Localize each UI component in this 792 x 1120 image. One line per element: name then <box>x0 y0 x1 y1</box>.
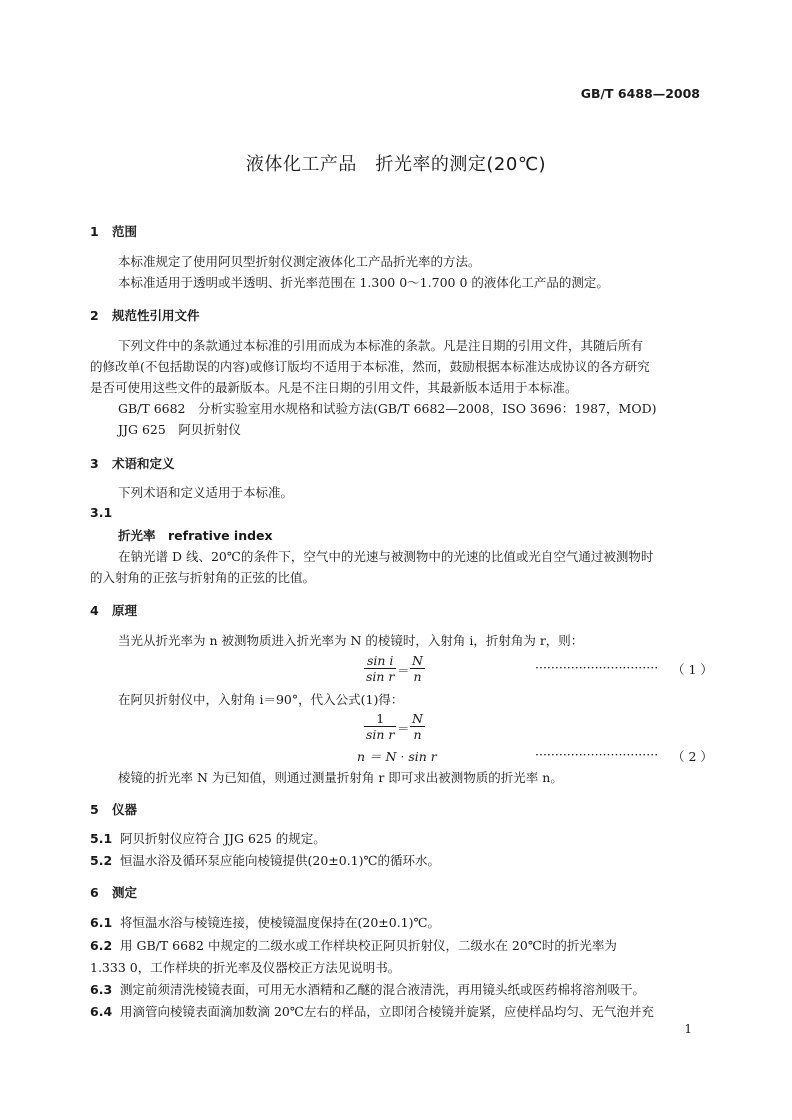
equation-1-rhs <box>410 653 425 685</box>
numerator: N <box>412 711 423 726</box>
numerator: sin i <box>366 653 394 668</box>
equation-1-lhs <box>364 653 396 685</box>
clause-number: 5.1 <box>90 831 113 846</box>
equation-2: n ＝ N · sin r <box>357 749 437 764</box>
definition: 的入射角的正弦与折射角的正弦的比值。 <box>90 570 316 585</box>
subclause-number: 3.1 <box>90 505 113 520</box>
clause-number: 6.2 <box>90 938 113 953</box>
section-number: 6 <box>90 885 99 900</box>
definition: 在钠光谱 D 线、20℃的条件下，空气中的光速与被测物中的光速的比值或光自空气通过被测物时 <box>118 549 654 564</box>
term-heading: 折光率 refrative index <box>118 528 273 543</box>
clause-5-2 <box>90 851 440 869</box>
clause-6-4 <box>90 1002 654 1020</box>
clause-number: 6.1 <box>90 915 113 930</box>
section-title: 测定 <box>112 885 138 900</box>
denominator: sin r <box>366 669 395 684</box>
section-number: 1 <box>90 224 99 239</box>
denominator: sin r <box>366 727 395 742</box>
clause-number: 6.3 <box>90 982 113 997</box>
clause-5-1 <box>90 829 326 847</box>
numerator: N <box>412 653 423 668</box>
paragraph: 棱镜的折光率 N 为已知值，则通过测量折射角 r 即可求出被测物质的折光率 n。 <box>118 770 563 785</box>
numerator: 1 <box>376 711 385 726</box>
clause-text: 用 GB/T 6682 中规定的二级水或工作样块校正阿贝折射仪，二级水在 20℃时的折光率为 <box>120 938 617 953</box>
paragraph: 本标准规定了使用阿贝型折射仪测定液体化工产品折光率的方法。 <box>118 254 481 269</box>
paragraph: 当光从折光率为 n 被测物质进入折光率为 N 的棱镜时，入射角 i，折射角为 r，则： <box>118 633 584 648</box>
section-5-heading <box>90 800 137 818</box>
section-6-heading <box>90 883 137 901</box>
paragraph: 下列文件中的条款通过本标准的引用而成为本标准的条款。凡是注日期的引用文件，其随后所有 <box>118 338 644 353</box>
equation-1-tag: （ 1 ） <box>672 662 713 677</box>
leader-dots: ······························· <box>535 747 659 762</box>
page-number: 1 <box>684 1022 692 1036</box>
section-title: 仪器 <box>112 802 138 817</box>
clause-text: 恒温水浴及循环泵应能向棱镜提供(20±0.1)℃的循环水。 <box>120 853 440 868</box>
clause-6-2 <box>90 936 617 954</box>
clause-continuation: 1.333 0，工作样块的折光率及仪器校正方法见说明书。 <box>90 960 401 975</box>
equation-rhs <box>410 711 425 743</box>
equals-sign: ＝ <box>397 721 410 736</box>
clause-text: 用滴管向棱镜表面滴加数滴 20℃左右的样品，立即闭合棱镜并旋紧，应使样品均匀、无气泡并充 <box>120 1004 654 1019</box>
paragraph: 在阿贝折射仪中，入射角 i＝90°，代入公式(1)得： <box>118 692 404 707</box>
paragraph: 的修改单(不包括勘误的内容)或修订版均不适用于本标准，然而，鼓励根据本标准达成协议的各方研究 <box>90 359 650 374</box>
equation-2-tag: （ 2 ） <box>672 749 713 764</box>
section-3-heading <box>90 454 175 472</box>
document-title: 液体化工产品 折光率的测定(20℃) <box>245 154 547 175</box>
section-title: 范围 <box>112 224 138 239</box>
section-title: 规范性引用文件 <box>112 308 200 323</box>
clause-number: 5.2 <box>90 853 113 868</box>
equals-sign: ＝ <box>397 663 410 678</box>
paragraph: 本标准适用于透明或半透明、折光率范围在 1.300 0～1.700 0 的液体化工产品的测定。 <box>118 275 609 290</box>
paragraph: 是否可使用这些文件的最新版本。凡是不注日期的引用文件，其最新版本适用于本标准。 <box>90 380 578 395</box>
section-number: 5 <box>90 802 99 817</box>
section-title: 术语和定义 <box>112 456 175 471</box>
leader-dots: ······························· <box>535 660 659 675</box>
paragraph: 下列术语和定义适用于本标准。 <box>118 485 294 500</box>
standard-number: GB/T 6488—2008 <box>580 86 700 101</box>
clause-6-1 <box>90 913 440 931</box>
clause-6-3 <box>90 980 645 998</box>
reference-item: GB/T 6682 分析实验室用水规格和试验方法(GB/T 6682—2008，ISO 3696：1987，MOD) <box>118 401 657 416</box>
section-number: 4 <box>90 603 99 618</box>
section-4-heading <box>90 601 137 619</box>
section-2-heading <box>90 306 200 324</box>
reference-item: JJG 625 阿贝折射仪 <box>118 422 241 437</box>
clause-text: 阿贝折射仪应符合 JJG 625 的规定。 <box>120 831 326 846</box>
clause-text: 测定前须清洗棱镜表面，可用无水酒精和乙醚的混合液清洗，再用镜头纸或医药棉将溶剂吸干。 <box>120 982 646 997</box>
equation-lhs <box>364 711 396 743</box>
section-number: 3 <box>90 456 99 471</box>
section-1-heading <box>90 222 137 240</box>
clause-number: 6.4 <box>90 1004 113 1019</box>
section-title: 原理 <box>112 603 138 618</box>
section-number: 2 <box>90 308 99 323</box>
clause-text: 将恒温水浴与棱镜连接，使棱镜温度保持在(20±0.1)℃。 <box>120 915 440 930</box>
denominator: n <box>410 668 425 685</box>
denominator: n <box>410 726 425 743</box>
